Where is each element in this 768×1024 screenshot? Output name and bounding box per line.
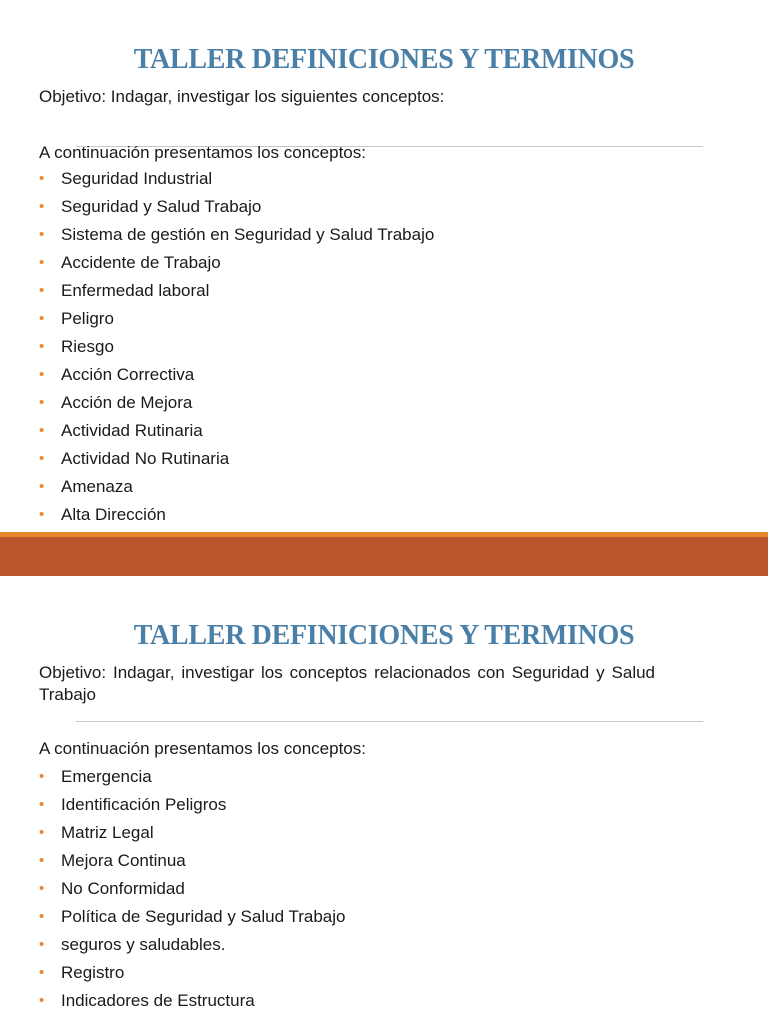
list-item [39,476,434,504]
bullet-icon: • [39,394,45,411]
list-item-text: Matriz Legal [61,823,154,842]
bullet-icon: • [39,936,45,953]
slide-2-objective: Objetivo: Indagar, investigar los conceptos relacionados con Seguridad y Salud Trabajo [39,663,655,704]
list-item [39,934,345,962]
slide-2-intro: A continuación presentamos los conceptos: [39,739,366,758]
list-item-text: No Conformidad [61,879,185,898]
list-item-text: Amenaza [61,477,133,496]
list-item [39,448,434,476]
bullet-icon: • [39,310,45,327]
slide-1-title: TALLER DEFINICIONES Y TERMINOS [133,44,635,75]
bullet-icon: • [39,852,45,869]
list-item [39,794,345,822]
bullet-icon: • [39,824,45,841]
list-item-text: Registro [61,963,125,982]
list-item [39,196,434,224]
bullet-icon: • [39,198,45,215]
list-item-text: Política de Seguridad y Salud Trabajo [61,907,346,926]
bullet-icon: • [39,450,45,467]
list-item [39,850,345,878]
list-item [39,364,434,392]
list-item [39,168,434,196]
slide-2-divider [76,721,703,722]
bullet-icon: • [39,908,45,925]
list-item-text: Acción Correctiva [61,365,195,384]
list-item [39,420,434,448]
bullet-icon: • [39,768,45,785]
list-item [39,906,345,934]
list-item-text: Sistema de gestión en Seguridad y Salud Trabajo [61,225,435,244]
list-item-text: seguros y saludables. [61,935,226,954]
list-item-text: Seguridad y Salud Trabajo [61,197,262,216]
bullet-icon: • [39,282,45,299]
bullet-icon: • [39,338,45,355]
bullet-icon: • [39,478,45,495]
list-item [39,280,434,308]
bullet-icon: • [39,506,45,523]
slide-separator-bar [0,532,768,576]
list-item [39,392,434,420]
bullet-icon: • [39,170,45,187]
list-item-text: Seguridad Industrial [61,169,213,188]
list-item [39,990,345,1018]
list-item [39,766,345,794]
bullet-icon: • [39,992,45,1009]
list-item-text: Indicadores de Estructura [61,991,255,1010]
list-item-text: Enfermedad laboral [61,281,210,300]
bullet-icon: • [39,796,45,813]
list-item [39,252,434,280]
separator-accent-stripe [0,532,768,537]
bullet-icon: • [39,366,45,383]
bullet-icon: • [39,422,45,439]
list-item [39,822,345,850]
bullet-icon: • [39,254,45,271]
list-item [39,504,434,532]
bullet-icon: • [39,226,45,243]
slide-1-concept-list [39,168,434,532]
list-item-text: Acción de Mejora [61,393,193,412]
list-item-text: Identificación Peligros [61,795,227,814]
list-item-text: Actividad No Rutinaria [61,449,230,468]
bullet-icon: • [39,964,45,981]
list-item [39,962,345,990]
list-item [39,878,345,906]
slide-1-intro: A continuación presentamos los conceptos: [39,143,366,162]
slide-2 [0,576,768,1024]
list-item-text: Accidente de Trabajo [61,253,221,272]
slide-2-concept-list [39,766,345,1018]
bullet-icon: • [39,880,45,897]
list-item [39,308,434,336]
list-item [39,224,434,252]
list-item-text: Riesgo [61,337,114,356]
list-item-text: Actividad Rutinaria [61,421,203,440]
list-item-text: Mejora Continua [61,851,186,870]
slide-2-title: TALLER DEFINICIONES Y TERMINOS [133,620,635,651]
list-item-text: Emergencia [61,767,152,786]
list-item [39,336,434,364]
list-item-text: Peligro [61,309,114,328]
slide-1-objective: Objetivo: Indagar, investigar los siguientes conceptos: [39,87,445,106]
list-item-text: Alta Dirección [61,505,166,524]
